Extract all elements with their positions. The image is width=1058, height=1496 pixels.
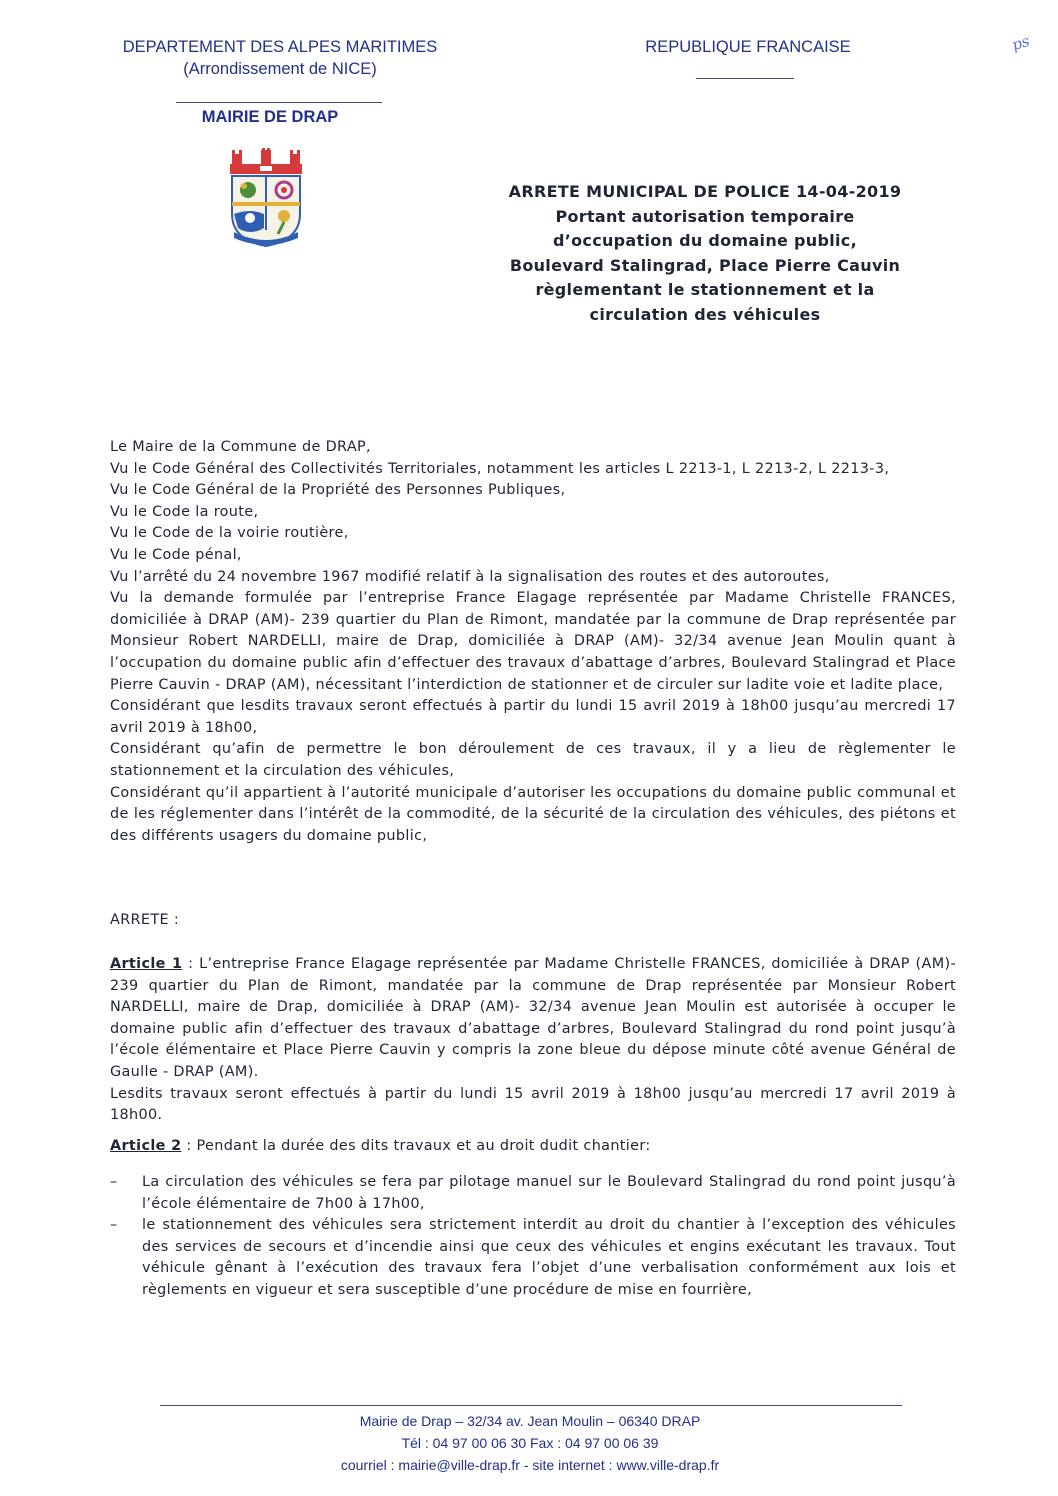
department-header <box>110 36 450 80</box>
decree-title-line: Boulevard Stalingrad, Place Pierre Cauvin <box>509 255 901 275</box>
dash-bullet-icon: – <box>110 1174 118 1190</box>
preamble-line: Vu l’arrêté du 24 novembre 1967 modifié relatif à la signalisation des routes et des autoroutes, <box>110 568 830 585</box>
article-2-label: Article 2 <box>110 1138 182 1154</box>
preamble <box>110 437 956 847</box>
preamble-line: Le Maire de la Commune de DRAP, <box>110 439 371 455</box>
decree-title-line: règlementant le stationnement et la <box>535 280 875 299</box>
decree-title-line: Portant autorisation temporaire <box>555 206 855 226</box>
list-item <box>110 1172 956 1215</box>
republic-name: REPUBLIQUE FRANCAISE <box>645 38 851 56</box>
preamble-line: Vu la demande formulée par l’entreprise France Elagage représentée par Madame Christelle FRANCES, domiciliée à DRAP (AM)- 239 quartier du Plan de Rimont, mandatée par la commune de Drap représentée par Monsieur Robert NARDELLI, maire de Drap, domiciliée à DRAP (AM)- 32/34 avenue Jean Moulin quant à l’occupation du domaine public afin d’effectuer des travaux d’abattage d’arbres, Boulevard Stalingrad et Place Pierre Cauvin - DRAP (AM), nécessitant l’interdiction de stationner et de circuler sur ladite voie et ladite place, <box>110 590 956 693</box>
arrondissement: (Arrondissement de NICE) <box>183 60 377 78</box>
footer-phone: Tél : 04 97 00 06 30 Fax : 04 97 00 06 39 <box>401 1435 659 1451</box>
initials-mark: ps <box>1009 31 1032 55</box>
footer-rule <box>160 1405 902 1406</box>
republic-header <box>618 36 878 58</box>
header-rule-right <box>696 78 794 79</box>
article-2 <box>110 1136 956 1158</box>
list-item-text: La circulation des véhicules se fera par pilotage manuel sur le Boulevard Stalingrad du rond point jusqu’à l’école élémentaire de 7h00 à 17h00, <box>142 1174 956 1212</box>
article-1 <box>110 954 956 1127</box>
decree-title <box>480 180 930 327</box>
header-rule-left <box>176 102 382 103</box>
footer <box>160 1410 900 1476</box>
list-item <box>110 1215 956 1301</box>
coat-of-arms-icon <box>226 148 306 248</box>
preamble-line: Considérant que lesdits travaux seront effectués à partir du lundi 15 avril 2019 à 18h00 jusqu’au mercredi 17 avril 2019 à 18h00, <box>110 698 956 736</box>
decree-number: ARRETE MUNICIPAL DE POLICE 14-04-2019 <box>508 182 902 201</box>
preamble-line: Vu le Code la route, <box>110 503 259 520</box>
preamble-line: Vu le Code Général de la Propriété des Personnes Publiques, <box>110 482 566 499</box>
footer-contact: courriel : mairie@ville-drap.fr - site internet : www.ville-drap.fr <box>340 1457 720 1473</box>
decree-title-line: circulation des véhicules <box>589 304 821 324</box>
article-1-text: : L’entreprise France Elagage représentée par Madame Christelle FRANCES, domiciliée à DRAP (AM)- 239 quartier du Plan de Rimont, mandatée par la commune de Drap représentée par Monsieur Robert NARDELLI, maire de Drap, domiciliée à DRAP (AM)- 32/34 avenue Jean Moulin est autorisée à occuper le domaine public afin d’effectuer des travaux d’abattage d’arbres, Boulevard Stalingrad du rond point jusqu’à l’école élémentaire et Place Pierre Cauvin y compris la zone bleue du dépose minute côté avenue Général de Gaulle - DRAP (AM). <box>110 956 956 1080</box>
article-1-dates: Lesdits travaux seront effectués à partir du lundi 15 avril 2019 à 18h00 jusqu’au mercredi 17 avril 2019 à 18h00. <box>110 1085 956 1124</box>
preamble-line: Considérant qu’afin de permettre le bon déroulement de ces travaux, il y a lieu de règlementer le stationnement et la circulation des véhicules, <box>110 741 956 779</box>
article-2-text: : Pendant la durée des dits travaux et au droit dudit chantier: <box>181 1138 651 1154</box>
footer-address: Mairie de Drap – 32/34 av. Jean Moulin – 06340 DRAP <box>359 1413 701 1429</box>
preamble-line: Considérant qu’il appartient à l’autorité municipale d’autoriser les occupations du domaine public communal et de les réglementer dans l’intérêt de la commodité, de la sécurité de la circulation des véhicules, des piétons et des différents usagers du domaine public, <box>110 784 956 844</box>
arrete-heading <box>110 910 956 932</box>
department-name: DEPARTEMENT DES ALPES MARITIMES <box>122 38 438 56</box>
arrete-label: ARRETE : <box>110 912 180 928</box>
preamble-line: Vu le Code Général des Collectivités Territoriales, notamment les articles L 2213-1, L 2213-2, L 2213-3, <box>110 460 890 477</box>
decree-title-line: d’occupation du domaine public, <box>553 231 857 250</box>
list-item-text: le stationnement des véhicules sera strictement interdit au droit du chantier à l’exception des véhicules des services de secours et d’incendie ainsi que ceux des véhicules et engins exécutant les travaux. Tout véhicule gênant à l’exécution des travaux fera l’objet d’une verbalisation conformément aux lois et règlements en vigueur et sera susceptible d’une procédure de mise en fourrière, <box>142 1217 956 1298</box>
preamble-line: Vu le Code pénal, <box>110 546 242 563</box>
mairie-name: MAIRIE DE DRAP <box>201 108 339 126</box>
dash-bullet-icon: – <box>110 1217 118 1234</box>
article-2-list <box>110 1168 956 1302</box>
preamble-line: Vu le Code de la voirie routière, <box>110 525 349 542</box>
article-1-label: Article 1 <box>110 956 183 972</box>
